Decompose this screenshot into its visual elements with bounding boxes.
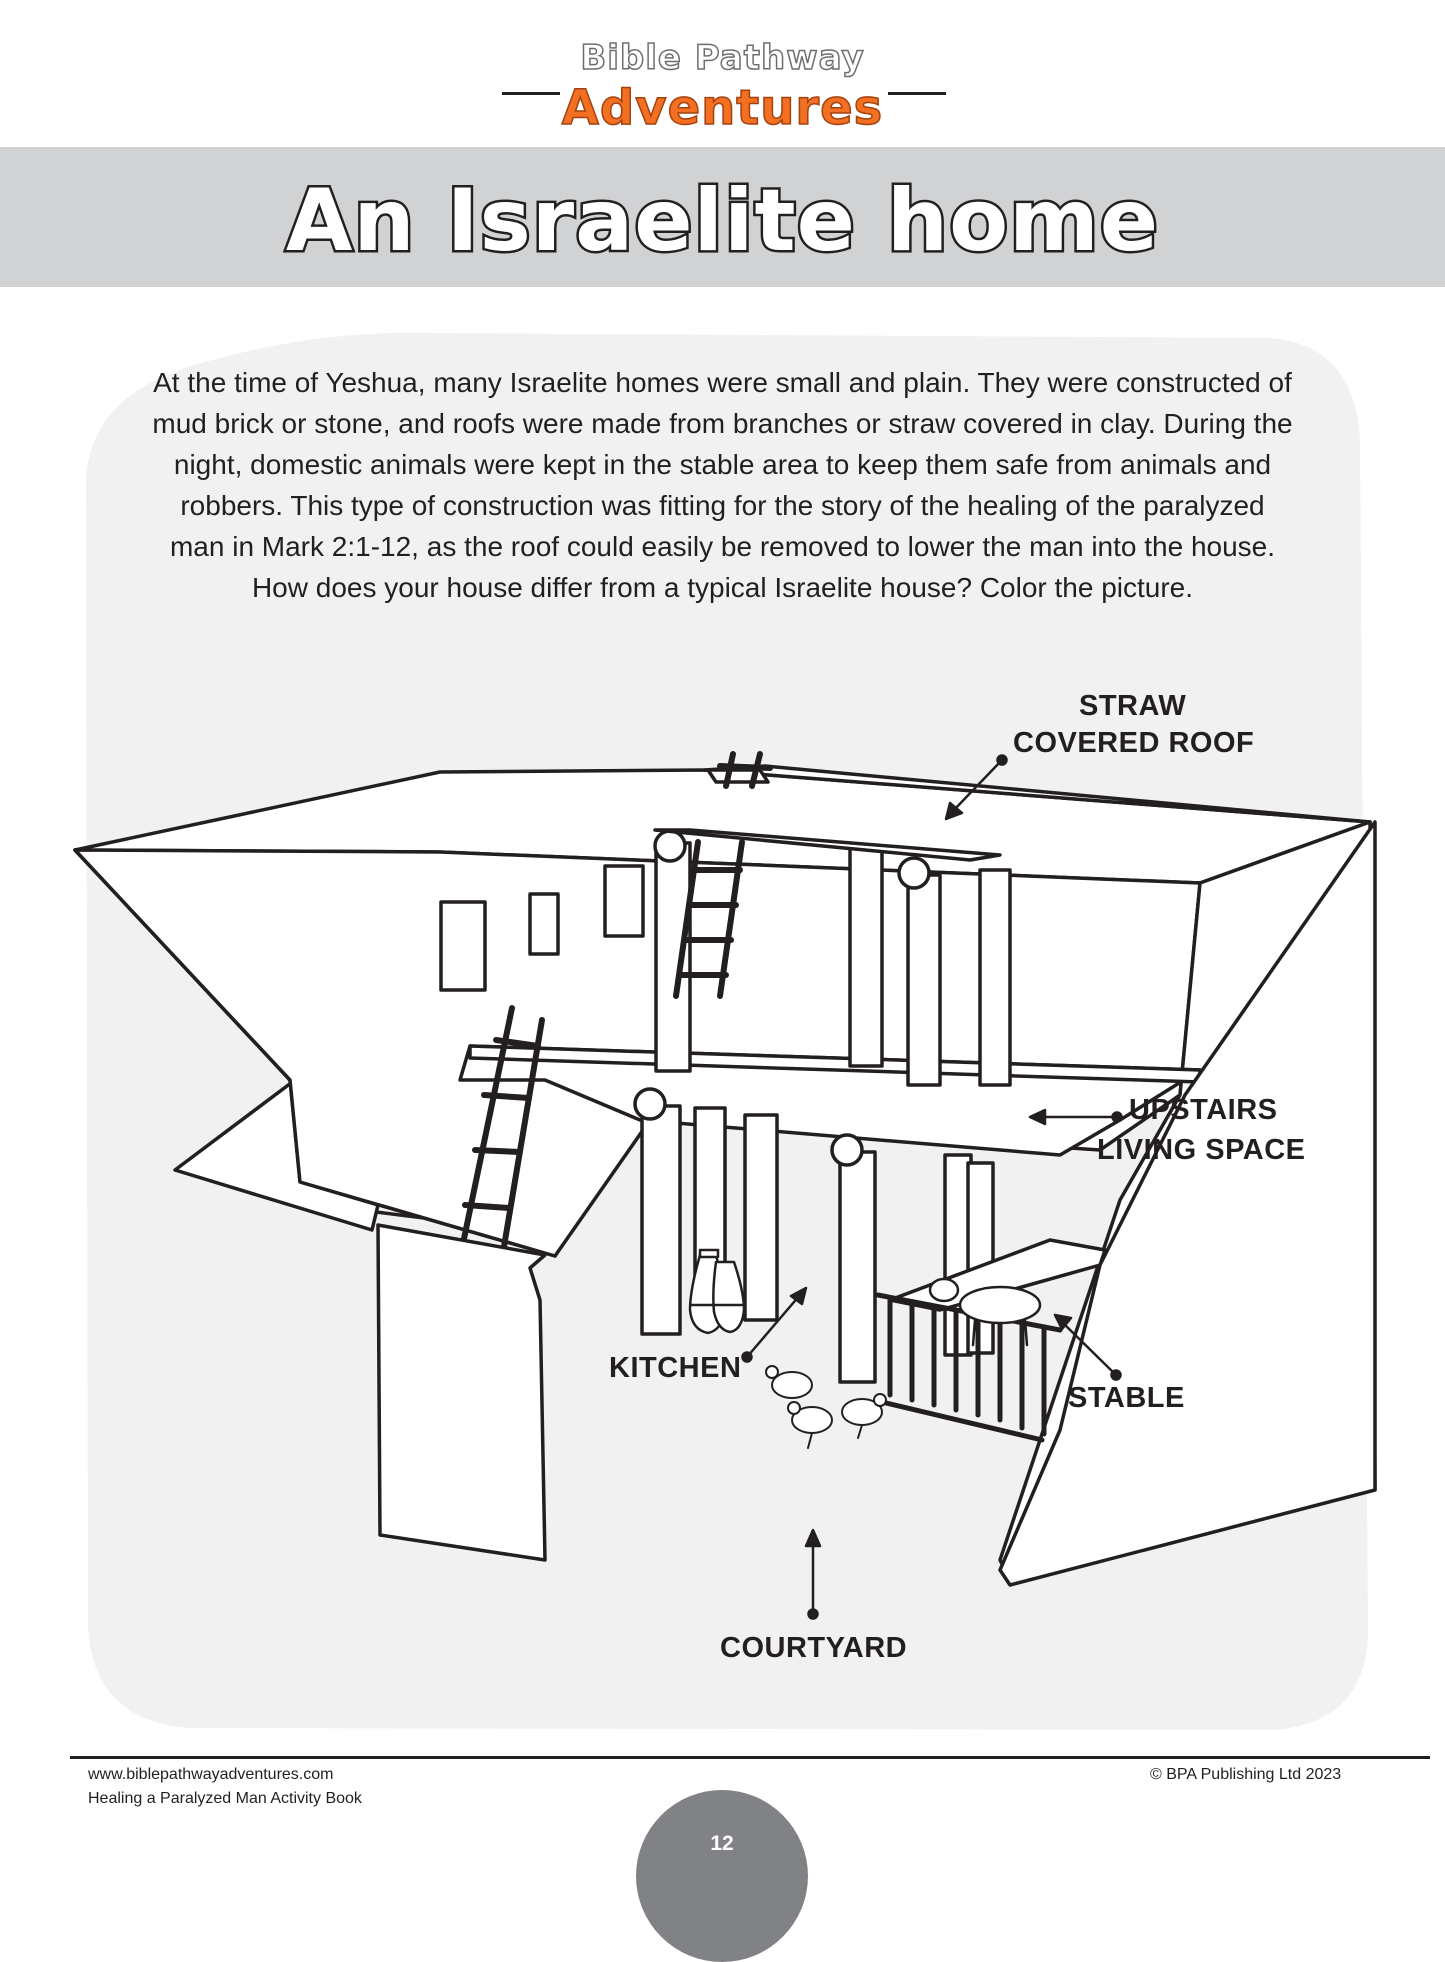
post-upper-4 [980,870,1010,1085]
post-upper-3 [908,875,940,1085]
label-roof-line2: COVERED ROOF [1013,727,1255,759]
footer-book-title: Healing a Paralyzed Man Activity Book [88,1790,362,1807]
front-left-wall [378,1225,545,1560]
footer-website: www.biblepathwayadventures.com [88,1766,334,1783]
intro-paragraph: At the time of Yeshua, many Israelite homes were small and plain. They were constructed of mud brick or stone, and roofs were made from branches or straw covered in clay. During the night, domestic animals were kept in the stable area to keep them safe from animals and robbers. This type of construction was fitting for the story of the healing of the paralyzed man in Mark 2:1-12, as the roof could easily be removed to lower the man into the house. How does your house differ from a typical Israelite house? Color the picture. [152,367,1293,603]
window-1 [441,902,485,990]
page-number-tab [636,1790,808,1962]
logo-top-text: Bible Pathway [580,38,865,78]
label-kitchen: KITCHEN [609,1352,742,1384]
label-upstairs-line1: UPSTAIRS [1129,1094,1278,1126]
footer-rule [70,1756,1430,1759]
label-roof-line1: STRAW [1079,690,1187,722]
roof-hatch [708,770,768,782]
page-title: An Israelite home [285,171,1160,271]
page-number: 12 [710,1832,734,1855]
label-stable: STABLE [1068,1382,1185,1414]
post-upper-2 [850,848,882,1066]
post-lower-2 [840,1152,875,1382]
post-upper-1 [656,843,690,1071]
label-courtyard: COURTYARD [720,1632,908,1664]
window-2 [530,894,558,954]
window-3 [605,866,643,936]
footer-copyright: © BPA Publishing Ltd 2023 [1150,1766,1342,1783]
label-upstairs-line2: LIVING SPACE [1097,1134,1306,1166]
kitchen-jars [690,1250,744,1333]
post-lower-1 [642,1106,680,1334]
logo-main-text: Adventures [561,80,884,136]
